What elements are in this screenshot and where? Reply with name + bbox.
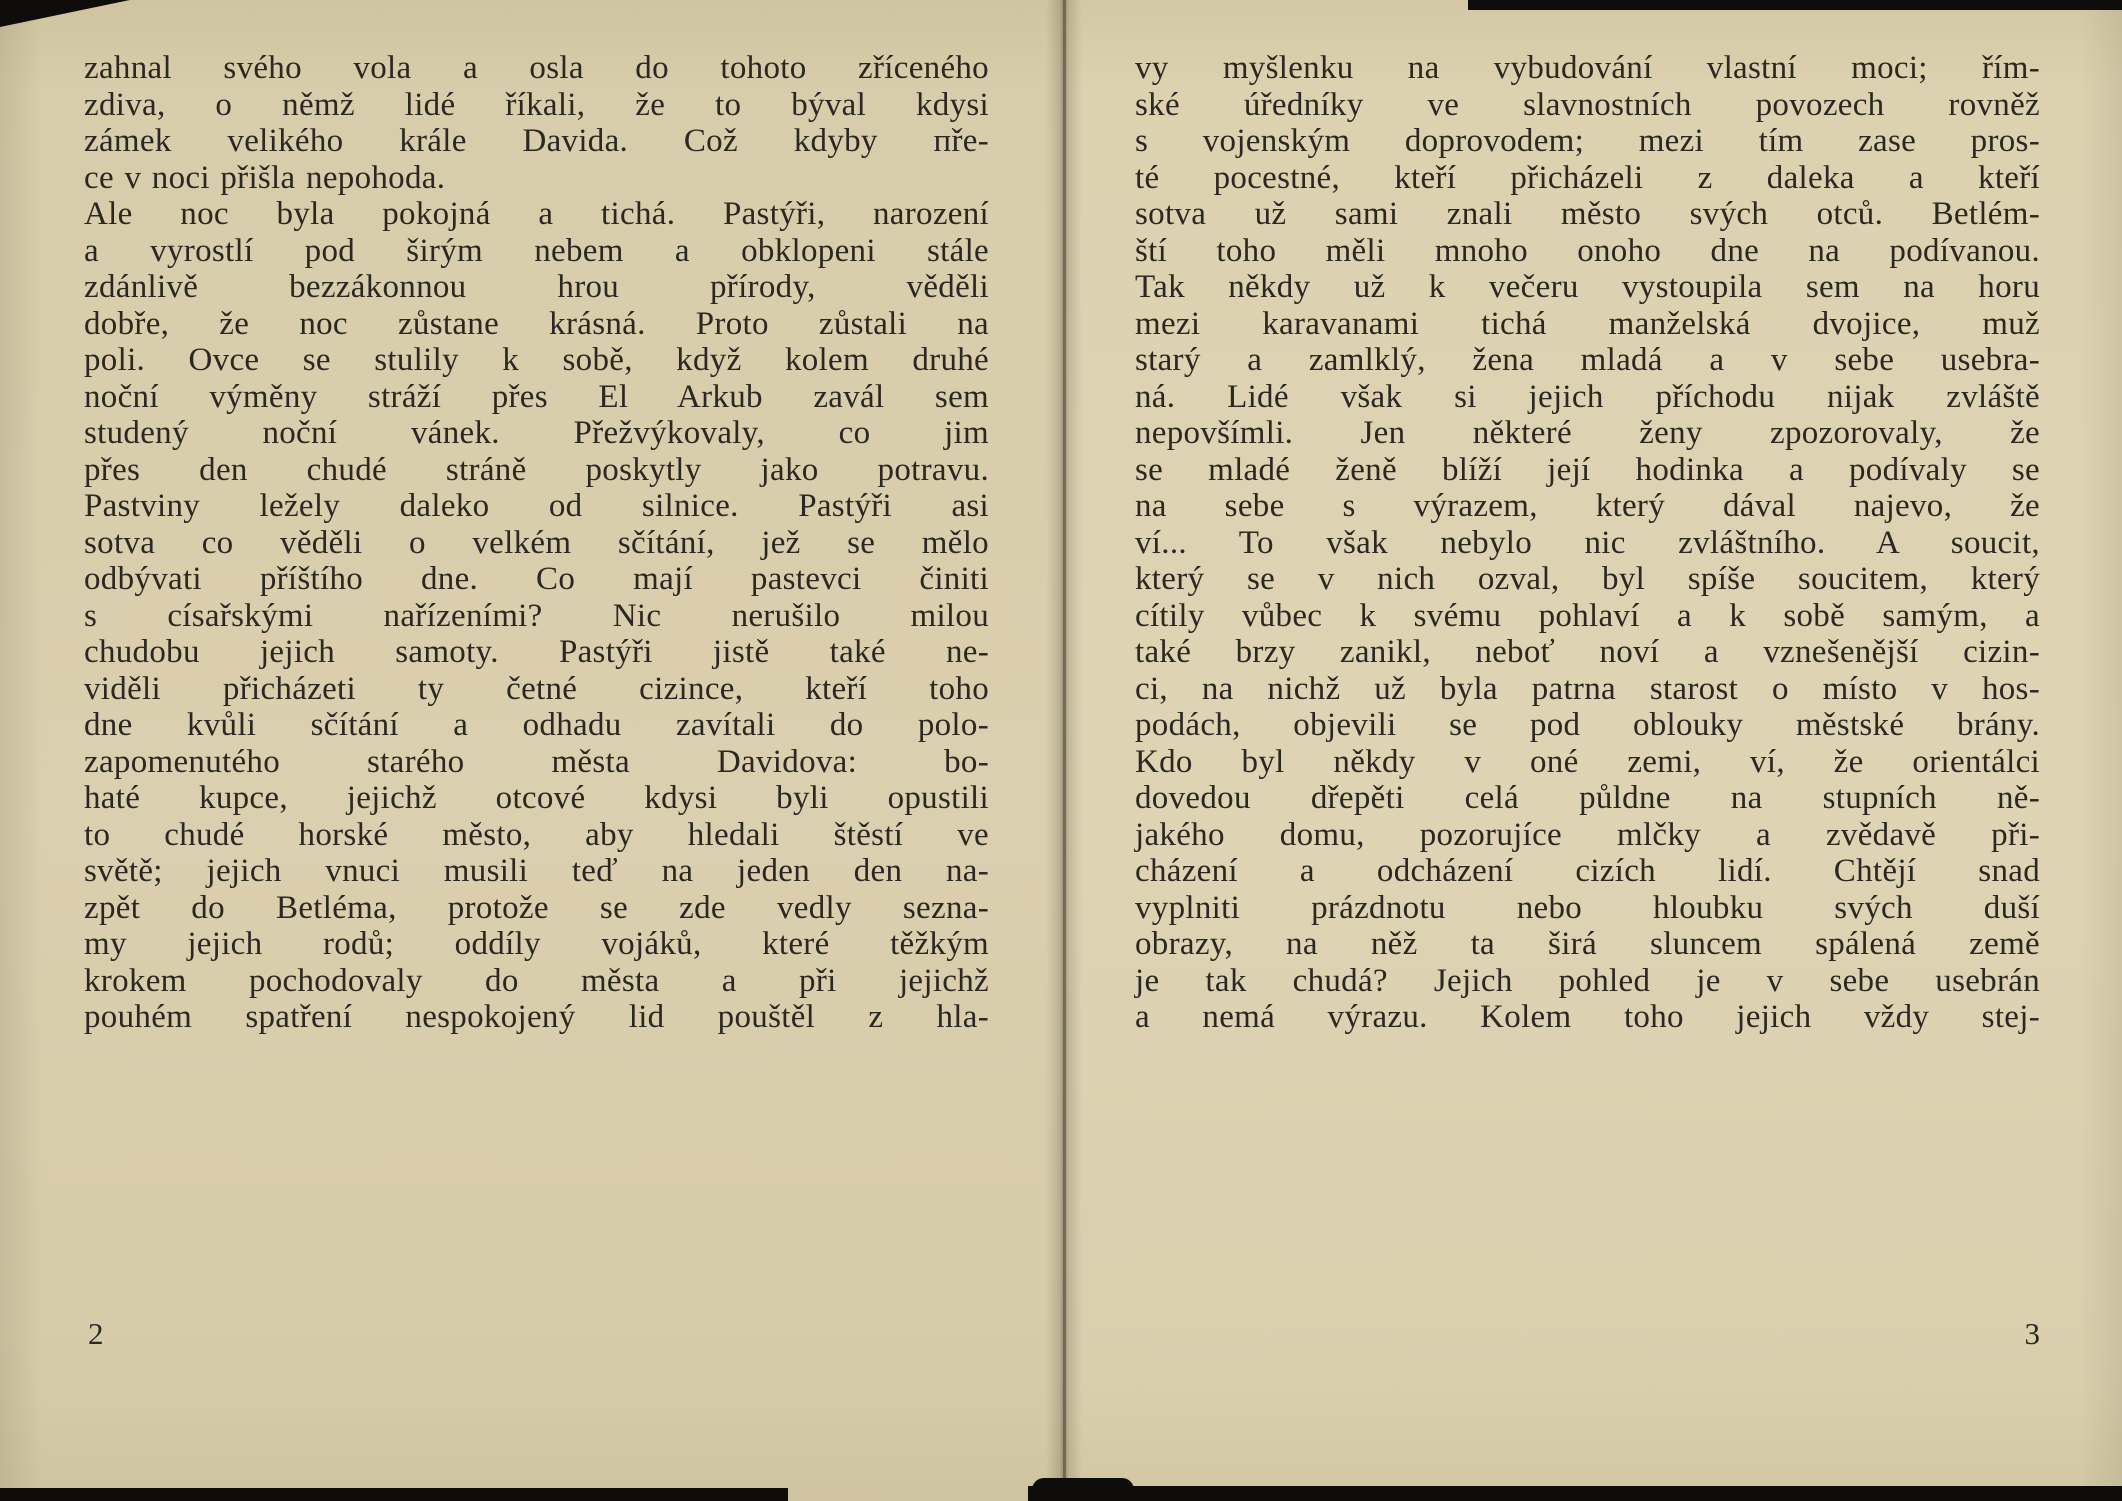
text-line: mezi karavanami tichá manželská dvojice, muž [1135,305,2040,342]
text-line: noční výměny stráží přes El Arkub zavál sem [84,378,989,415]
text-line: a vyrostlí pod širým nebem a obklopeni stále [84,232,989,269]
text-line: studený noční vánek. Přežvýkovaly, co jim [84,415,989,451]
text-line: starý a zamlklý, žena mladá a v sebe usebra- [1135,342,2040,378]
text-line: ce v noci přišla nepohoda. [84,159,446,196]
text-line: s vojenským doprovodem; mezi tím zase pros- [1135,123,2040,159]
text-line: je tak chudá? Jejich pohled je v sebe usebrán [1135,962,2040,999]
text-line: poli. Ovce se stulily k sobě, když kolem druhé [84,342,989,378]
text-line: obrazy, na něž ta širá sluncem spálená země [1135,926,2040,962]
left-page-number: 2 [88,1316,104,1351]
text-line: na sebe s výrazem, který dával najevo, že [1135,488,2040,524]
text-line: zámek velikého krále Davida. Což kdyby пře- [84,123,989,159]
text-line: sotva už sami znali město svých otců. Betlém- [1135,196,2040,232]
text-line: cítily vůbec k svému pohlaví a k sobě samým, a [1135,597,2040,634]
text-line: zdiva, o němž lidé říkali, že to býval kdysi [84,86,989,123]
text-line: vyplniti prázdnotu nebo hloubku svých duší [1135,889,2040,926]
text-line: ští toho měli mnoho onoho dne na podívanou. [1135,232,2040,269]
text-line: zdánlivě bezzákonnou hrou přírody, věděli [84,269,989,305]
text-line: cházení a odcházení cizích lidí. Chtějí snad [1135,853,2040,889]
right-page [1063,0,2122,1501]
text-line: Tak někdy už k večeru vystoupila sem na horu [1135,269,2040,305]
text-line: s císařskými nařízeními? Nic nerušilo milou [84,597,989,634]
text-line: viděli přicházeti ty četné cizince, kteří toho [84,670,989,707]
text-line: také brzy zanikl, neboť noví a vznešenější cizin- [1135,634,2040,670]
text-line: a nemá výrazu. Kolem toho jejich vždy stej- [1135,999,2040,1035]
text-line: pouhém spatření nespokojený lid pouštěl z hla- [84,999,989,1035]
text-line: chudobu jejich samoty. Pastýři jistě také ne- [84,634,989,670]
text-line: odbývati příštího dne. Co mají pastevci činiti [84,561,989,597]
text-line: sotva co věděli o velkém sčítání, jež se mělo [84,524,989,561]
text-line: nepovšímli. Jen některé ženy zpozorovaly, že [1135,415,2040,451]
text-line: vy myšlenku na vybudování vlastní moci; řím- [1135,50,2040,86]
text-line: zapomenutého starého města Davidova: bo- [84,743,989,780]
text-line: dovedou dřepěti celá půldne na stupních ně- [1135,780,2040,816]
text-line: jakého domu, pozorujíce mlčky a zvědavě při- [1135,816,2040,853]
text-line: podách, objevili se pod oblouky městské brány. [1135,707,2040,743]
right-page-text [1135,50,2040,1036]
text-line: světě; jejich vnuci musili teď na jeden den na- [84,853,989,889]
text-line: dobře, že noc zůstane krásná. Proto zůstali na [84,305,989,342]
text-line: to chudé horské město, aby hledali štěstí ve [84,816,989,853]
left-page-text [84,50,989,1036]
text-line: ví... To však nebylo nic zvláštního. A soucit, [1135,524,2040,561]
text-line: haté kupce, jejichž otcové kdysi byli opustili [84,780,989,816]
text-line: Ale noc byla pokojná a tichá. Pastýři, narození [84,196,989,232]
text-line: Pastviny ležely daleko od silnice. Pastýři asi [84,488,989,524]
text-line: který se v nich ozval, byl spíše soucitem, který [1135,561,2040,597]
text-line: dne kvůli sčítání a odhadu zavítali do polo- [84,707,989,743]
text-line: my jejich rodů; oddíly vojáků, které těžkým [84,926,989,962]
text-line: ci, na nichž už byla patrna starost o místo v hos- [1135,670,2040,707]
text-line: té pocestné, kteří přicházeli z daleka a kteří [1135,159,2040,196]
text-line: se mladé ženě blíží její hodinka a podívaly se [1135,451,2040,488]
text-line: Kdo byl někdy v oné zemi, ví, že orientálci [1135,743,2040,780]
text-line: ná. Lidé však si jejich příchodu nijak zvláště [1135,378,2040,415]
text-line: zahnal svého vola a osla do tohoto zříceného [84,50,989,86]
text-line: krokem pochodovaly do města a při jejichž [84,962,989,999]
right-page-number: 3 [2024,1316,2040,1351]
text-line: zpět do Betléma, protože se zde vedly sezna- [84,889,989,926]
text-line: přes den chudé stráně poskytly jako potravu. [84,451,989,488]
text-line: ské úředníky ve slavnostních povozech rovněž [1135,86,2040,123]
